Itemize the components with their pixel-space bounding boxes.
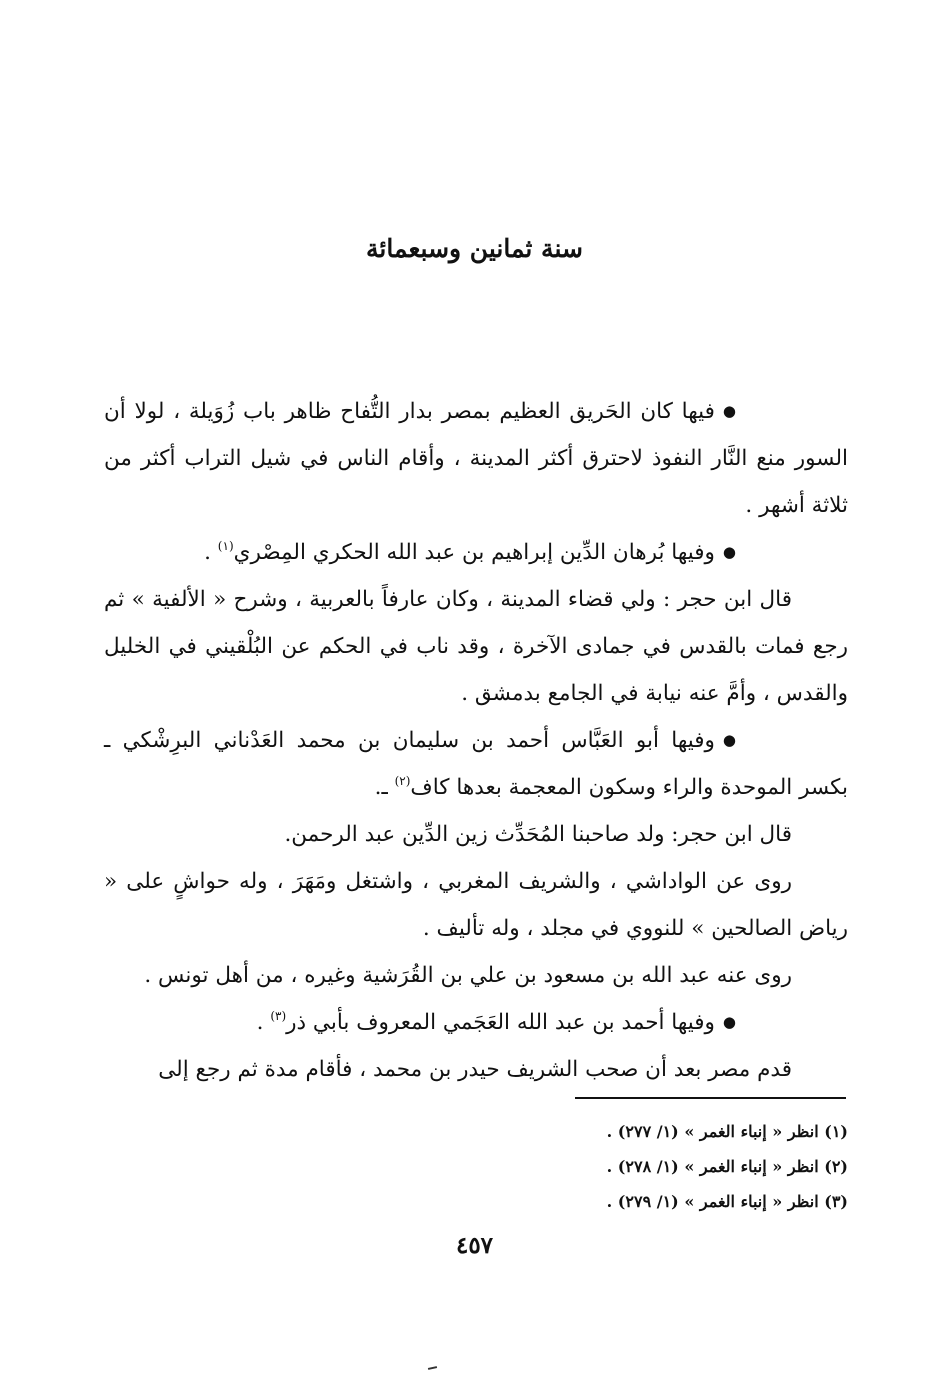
paragraph-ajami (104, 999, 848, 1046)
paragraph-text: روى عنه عبد الله بن مسعود بن علي بن القُرَشية وغيره ، من أهل تونس . (144, 963, 792, 988)
footnote-ref-2[interactable]: (٢) (394, 774, 411, 788)
paragraph-ibn-hajar-2 (104, 811, 848, 858)
paragraph-text: قدم مصر بعد أن صحب الشريف حيدر بن محمد ، فأقام مدة ثم رجع إلى (158, 1057, 792, 1082)
paragraph-text: قال ابن حجر : ولي قضاء المدينة ، وكان عارفاً بالعربية ، وشرح « الألفية » ثم رجع فمات بالقدس في جمادى الآخرة ، وقد ناب في الحكم عن البُلْقيني في الخليل والقدس ، وأمَّ عنه نيابة في الجامع بدمشق . (104, 587, 848, 706)
paragraph-text: وفيها بُرهان الدِّين إبراهيم بن عبد الله الحكري المِصْري (233, 540, 715, 565)
page-title: سنة ثمانين وسبعمائة (366, 234, 583, 263)
footnote-ref-1[interactable]: (١) (217, 539, 234, 553)
bullet-icon: ● (722, 731, 736, 749)
main-text (104, 388, 848, 1093)
paragraph-tail: . (204, 540, 218, 565)
paragraph-text: قال ابن حجر: ولد صاحبنا المُحَدِّث زين الدِّين عبد الرحمن. (284, 822, 792, 847)
footnote-1: (١) انظر « إنباء الغمر » (١/ ٢٧٧) . (606, 1122, 848, 1141)
footnote-3: (٣) انظر « إنباء الغمر » (١/ ٢٧٩) . (606, 1192, 848, 1211)
footnote-2: (٢) انظر « إنباء الغمر » (١/ ٢٧٨) . (606, 1157, 848, 1176)
paragraph-narrated-from (104, 858, 848, 952)
paragraph-text: وفيها أحمد بن عبد الله العَجَمي المعروف بأبي ذر (286, 1010, 715, 1035)
paragraph-ibn-hajar-1 (104, 576, 848, 717)
footnotes (430, 1114, 848, 1219)
paragraph-tail: ـ. (374, 775, 395, 800)
scan-speck (428, 1366, 437, 1370)
paragraph-text: فيها كان الحَريق العظيم بمصر بدار التُّفاح ظاهر باب زُوَيلة ، لولا أن السور منع النَّار النفوذ لاحترق أكثر المدينة ، وأقام الناس في شيل التراب أكثر من ثلاثة أشهر . (104, 399, 848, 518)
paragraph-came-to-egypt (104, 1046, 848, 1093)
paragraph-burhan (104, 529, 848, 576)
paragraph-abu-abbas (104, 717, 848, 811)
bullet-icon: ● (722, 402, 736, 420)
paragraph-fire (104, 388, 848, 529)
footnote-ref-3[interactable]: (٣) (270, 1009, 287, 1023)
footnote-divider (575, 1097, 846, 1099)
paragraph-tail: . (256, 1010, 271, 1035)
paragraph-narrated-by (104, 952, 848, 999)
paragraph-text: وفيها أبو العَبَّاس أحمد بن سليمان بن محمد العَدْناني البرِشْكي ـ بكسر الموحدة والراء وسكون المعجمة بعدها كاف (104, 728, 848, 800)
paragraph-text: روى عن الواداشي ، والشريف المغربي ، واشتغل ومَهَرَ ، وله حواشٍ على « رياض الصالحين » للنووي في مجلد ، وله تأليف . (104, 869, 848, 941)
bullet-icon: ● (722, 543, 736, 561)
page-number: ٤٥٧ (455, 1232, 494, 1259)
bullet-icon: ● (722, 1013, 736, 1031)
